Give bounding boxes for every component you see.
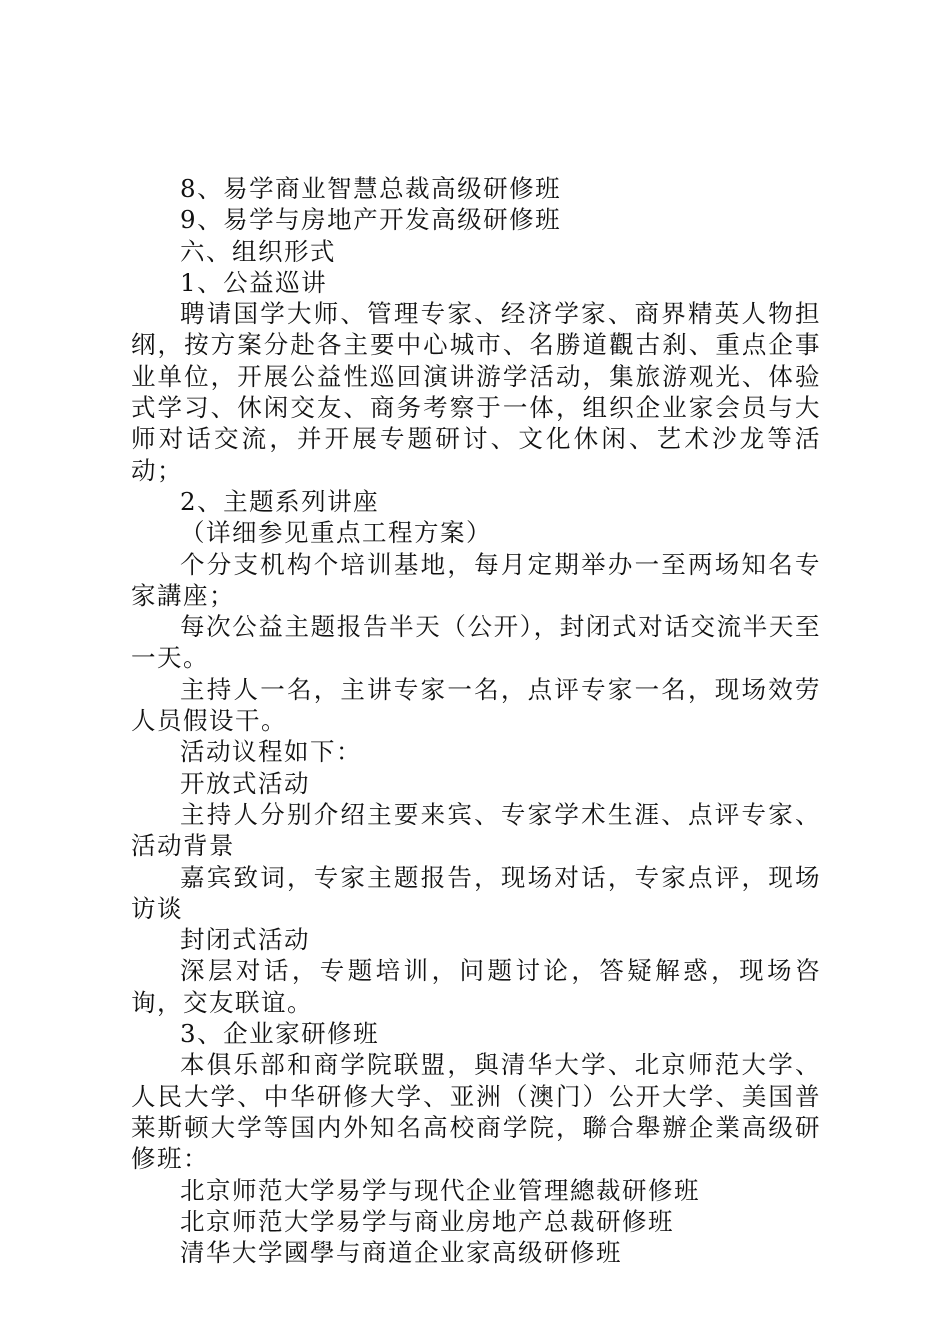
list-item-9: 9、易学与房地产开发高级研修班: [180, 205, 562, 235]
paragraph-host-intro: 主持人分别介绍主要来宾、专家学术生涯、点评专家、活动背景: [131, 799, 821, 861]
list-item-8: 8、易学商业智慧总裁高级研修班: [180, 174, 562, 203]
paragraph-open-activity: 开放式活动: [180, 768, 310, 798]
course-item-bnu-management: 北京师范大学易学与现代企业管理總裁研修班: [180, 1175, 700, 1205]
paragraph-staffing: 主持人一名，主讲专家一名，点评专家一名，现场效劳人员假设干。: [131, 674, 821, 736]
course-item-tsinghua-guoxue: 清华大学國學与商道企业家高级研修班: [180, 1238, 622, 1268]
paragraph-reference-note: （详细参见重点工程方案）: [180, 518, 492, 548]
paragraph-alliance: 本俱乐部和商学院联盟，與清华大学、北京师范大学、人民大学、中华研修大学、亚洲（澳门）公开大学、美国普莱斯顿大学等国内外知名高校商学院，聯合舉辦企業高级研修班：: [131, 1050, 821, 1174]
subheading-public-lectures: 1、公益巡讲: [180, 267, 328, 297]
paragraph-agenda-intro: 活动议程如下：: [180, 737, 362, 767]
paragraph-guest-speech: 嘉宾致词，专家主题报告，现场对话，专家点评，现场访谈: [131, 862, 821, 923]
paragraph-report-schedule: 每次公益主题报告半天（公开），封闭式对话交流半天至一天。: [131, 612, 821, 673]
paragraph-public-lectures: 聘请国学大师、管理专家、经济学家、商界精英人物担纲，按方案分赴各主要中心城市、名勝道觀古刹、重点企事业单位，开展公益性巡回演讲游学活动，集旅游观光、体验式学习、休闲交友、商务考察于一体，组织企业家会员与大师对话交流，并开展专题研讨、文化休闲、艺术沙龙等活动；: [131, 299, 821, 485]
subheading-theme-lectures: 2、主题系列讲座: [180, 486, 380, 516]
paragraph-deep-dialogue: 深层对话，专题培训，问题讨论，答疑解惑，现场咨询，交友联谊。: [131, 956, 821, 1017]
document-body: [131, 173, 821, 1268]
subheading-entrepreneur-class: 3、企业家研修班: [180, 1019, 380, 1049]
paragraph-monthly-lectures: 个分支机构个培训基地，每月定期举办一至两场知名专家講座；: [131, 549, 821, 610]
section-heading-organization: 六、组织形式: [180, 236, 336, 266]
paragraph-closed-activity: 封闭式活动: [180, 925, 310, 955]
course-item-bnu-realestate: 北京师范大学易学与商业房地产总裁研修班: [180, 1206, 674, 1236]
